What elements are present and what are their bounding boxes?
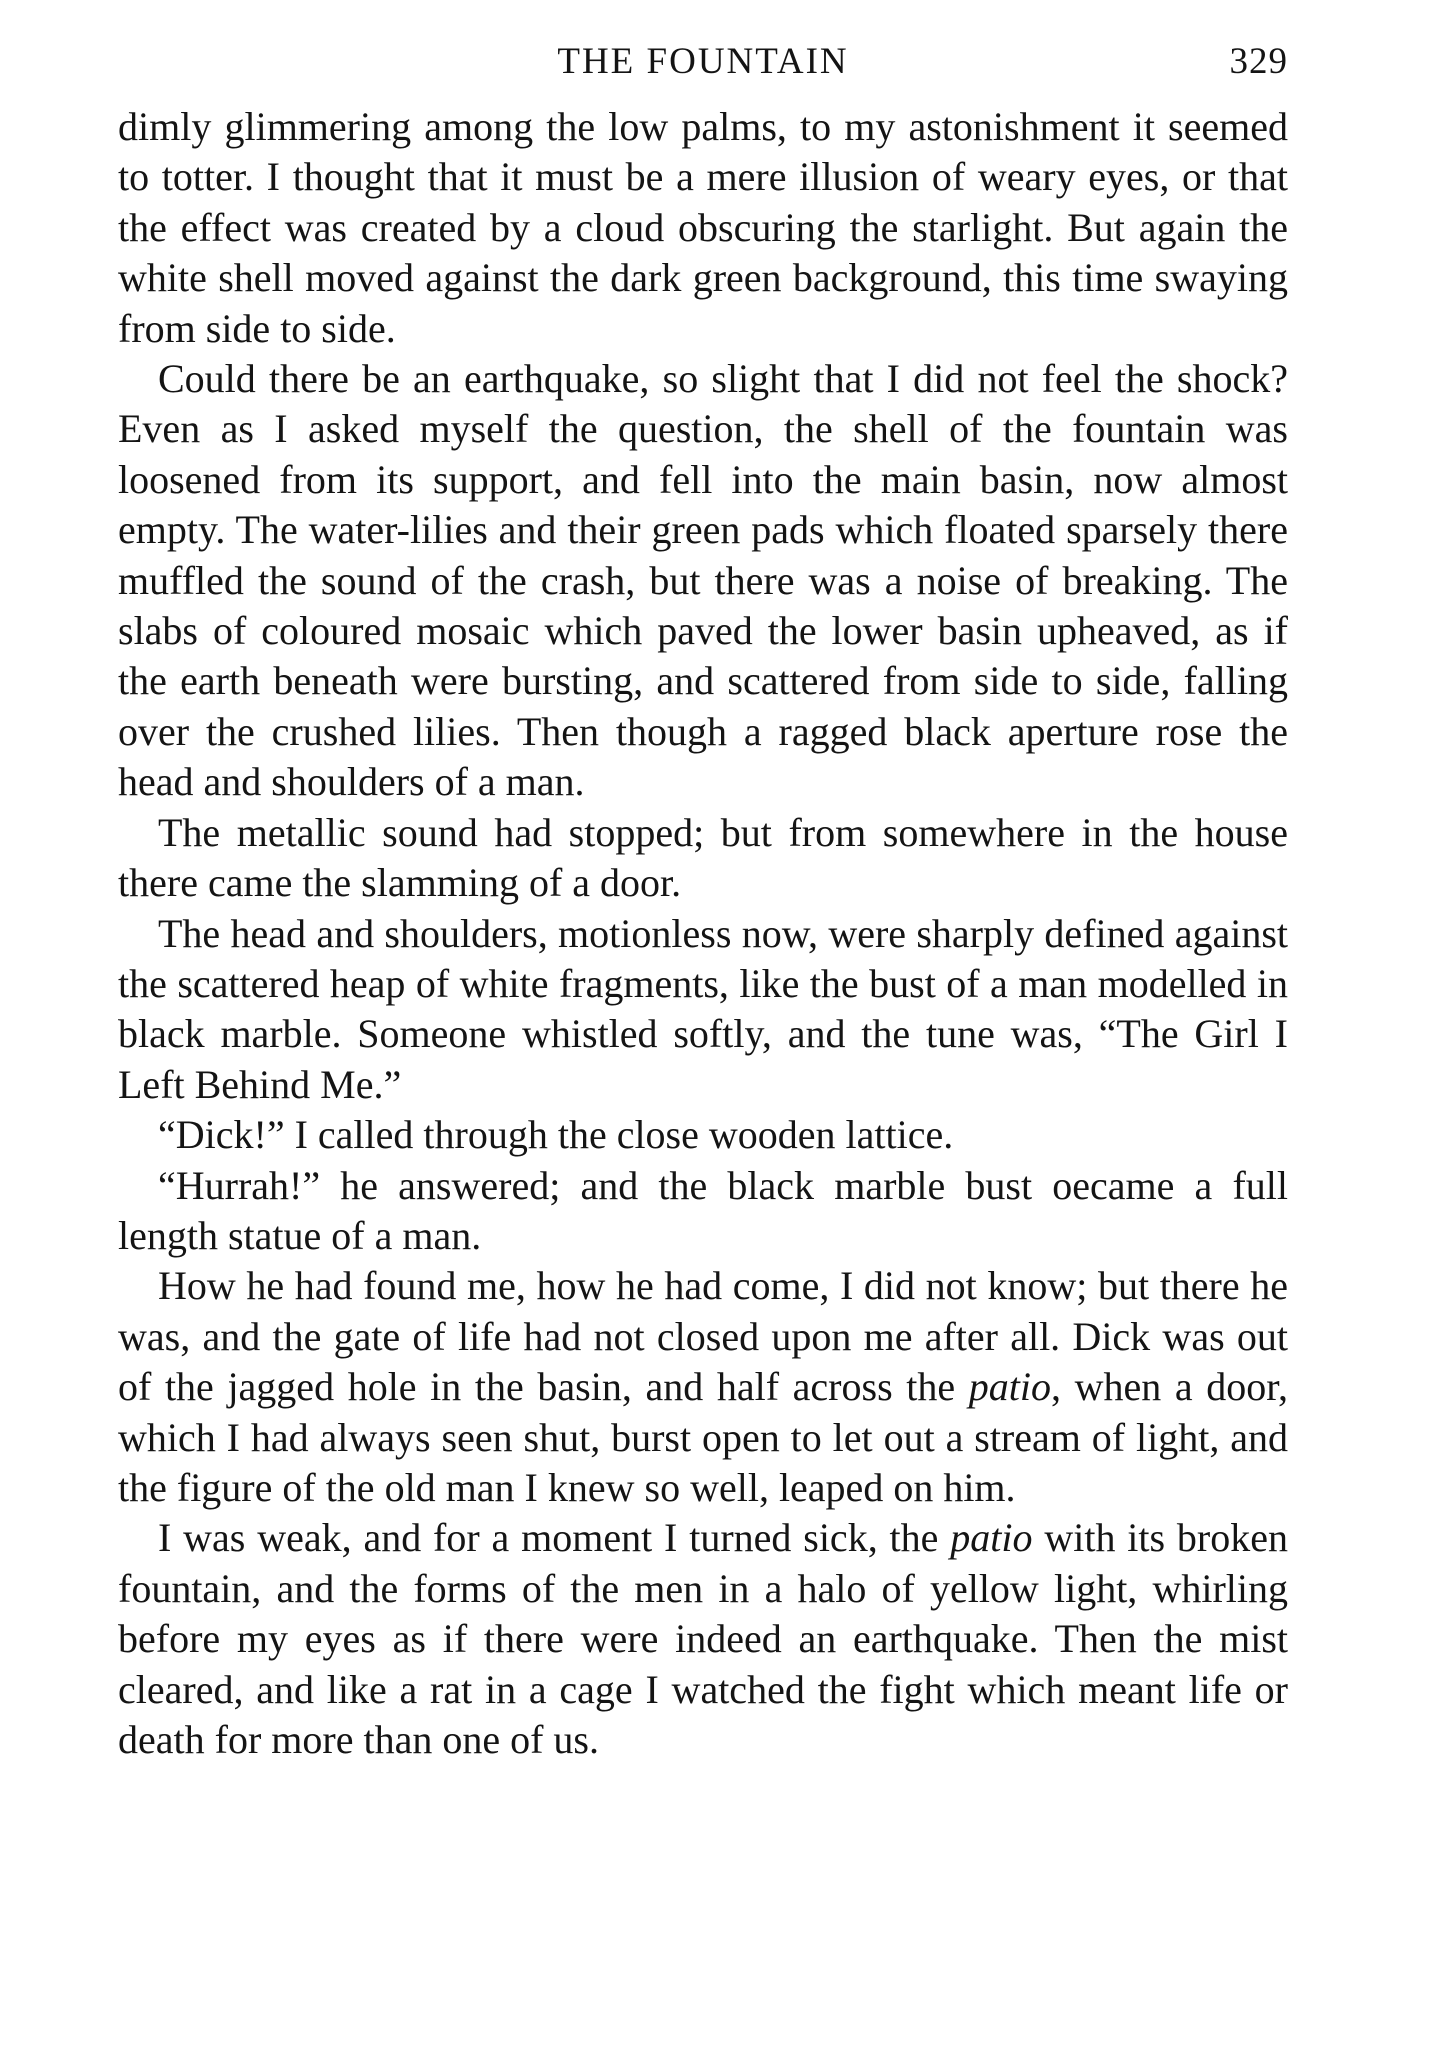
text-run: dimly glimmering among the low palms, to my astonishment it seemed to totter. I thought that it must be a mere illusion of weary eyes, or that the effect was created by a cloud obscuring the starlight. But again the white shell moved against the dark green background, this time swaying from side to side.	[118, 104, 1288, 351]
text-run: “Dick!” I called through the close wooden lattice.	[158, 1112, 954, 1158]
page-title: THE FOUNTAIN	[557, 41, 849, 82]
paragraph	[118, 1513, 1288, 1765]
paragraph	[118, 1110, 1288, 1160]
text-run: How he had found me, how he had come, I did not know; but there he was, and the gate of life had not closed upon me after all. Dick was out of the jagged hole in the basin, and half across the	[118, 1263, 1288, 1410]
paragraph	[118, 909, 1288, 1111]
text-run: “Hurrah!” he answered; and the black marble bust oecame a full length statue of a man.	[118, 1162, 1288, 1258]
text-run: The metallic sound had stopped; but from somewhere in the house there came the slamming of a door.	[118, 809, 1288, 906]
text-run: I was weak, and for a moment I turned sick, the	[158, 1515, 951, 1561]
paragraph	[118, 808, 1288, 909]
italic-text: patio	[968, 1364, 1051, 1410]
text-run: , when a door, which I had always seen shut, burst open to let out a stream of light, and the figure of the old man I knew so well, leaped on him.	[118, 1364, 1288, 1510]
paragraph	[118, 1161, 1288, 1262]
text-run: The head and shoulders, motionless now, were sharply defined against the scattered heap of white fragments, like the bust of a man modelled in black marble. Someone whistled softly, and the tune was, “The Girl I Left Behind Me.”	[118, 910, 1288, 1107]
book-page	[118, 40, 1288, 1765]
italic-text: patio	[950, 1515, 1033, 1561]
running-head	[118, 40, 1288, 102]
text-run: Could there be an earthquake, so slight that I did not feel the shock? Even as I asked myself the question, the shell of the fountain was loosened from its support, and fell into the main basin, now almost empty. The water-lilies and their green pads which floated sparsely there muffled the sound of the crash, but there was a noise of breaking. The slabs of coloured mosaic which paved the lower basin upheaved, as if the earth beneath were bursting, and scattered from side to side, falling over the crushed lilies. Then though a ragged black aperture rose the head and shoulders of a man.	[118, 356, 1288, 805]
text-run: with its broken fountain, and the forms of the men in a halo of yellow light, whirling before my eyes as if there were indeed an earthquake. Then the mist cleared, and like a rat in a cage I watched the fight which meant life or death for more than one of us.	[118, 1515, 1288, 1762]
body-text	[118, 102, 1288, 1765]
paragraph	[118, 102, 1288, 354]
paragraph	[118, 354, 1288, 808]
page-number: 329	[1229, 41, 1288, 82]
paragraph	[118, 1261, 1288, 1513]
